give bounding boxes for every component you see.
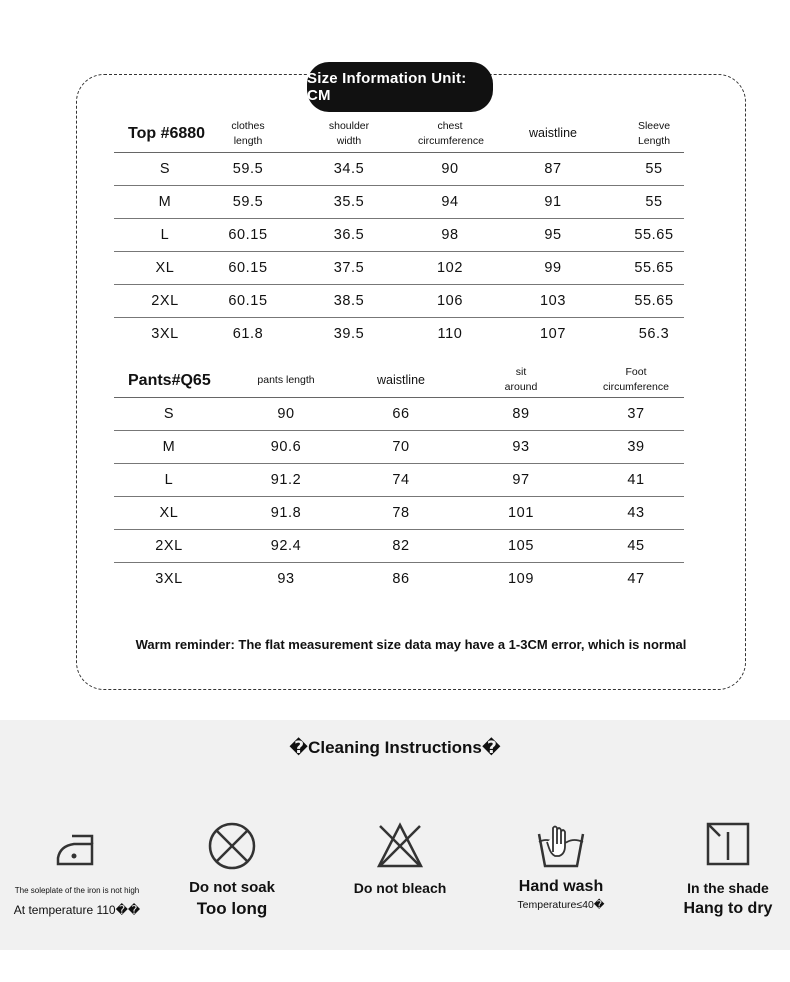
- table-cell: 95: [482, 218, 624, 251]
- table-cell: 39.5: [333, 325, 365, 342]
- column-header: sit around: [454, 364, 588, 397]
- table-cell: 90: [418, 152, 482, 185]
- size-cell: XL: [114, 251, 216, 284]
- size-cell: L: [114, 218, 216, 251]
- table-cell: 102: [418, 251, 482, 284]
- column-header: chest circumference: [418, 116, 482, 152]
- table-cell: 99: [482, 251, 624, 284]
- care-line2: At temperature 110��: [13, 903, 141, 917]
- size-cell: M: [114, 430, 224, 463]
- table-cell: 56.3: [638, 325, 670, 342]
- size-cell: S: [114, 397, 224, 430]
- pants-size-table: [114, 364, 684, 595]
- table-cell: 34.5: [280, 152, 418, 185]
- size-info-title: Size Information Unit: CM: [307, 62, 493, 112]
- table-cell: 105: [454, 529, 588, 562]
- column-header: shoulder width: [280, 116, 418, 152]
- top-size-table: [114, 116, 684, 350]
- size-cell: M: [114, 185, 216, 218]
- table-cell: 91: [482, 185, 624, 218]
- pants-table-label: Pants#Q65: [114, 364, 224, 397]
- table-cell: 70: [348, 430, 454, 463]
- table-cell: 47: [627, 570, 645, 587]
- column-header: clothes length: [216, 116, 280, 152]
- column-header: waistline: [348, 364, 454, 397]
- column-header: pants length: [224, 364, 348, 397]
- care-item-bleach: [348, 820, 452, 896]
- care-item-iron: [8, 820, 146, 917]
- table-cell: 60.15: [216, 251, 280, 284]
- top-table-label: Top #6880: [114, 116, 216, 152]
- table-cell: 110: [437, 325, 463, 342]
- table-cell: 36.5: [280, 218, 418, 251]
- size-cell: S: [114, 152, 216, 185]
- care-item-soak: [180, 820, 284, 919]
- care-line1: The soleplate of the iron is not high: [14, 886, 140, 895]
- table-cell: 94: [418, 185, 482, 218]
- table-cell: 55: [624, 185, 684, 218]
- dry-in-shade-icon: [704, 820, 752, 868]
- table-cell: 90.6: [224, 430, 348, 463]
- table-cell: 98: [418, 218, 482, 251]
- care-item-shade-dry: [676, 820, 780, 918]
- table-cell: 55.65: [624, 218, 684, 251]
- table-row: [114, 529, 684, 562]
- table-cell: 101: [454, 496, 588, 529]
- table-cell: 61.8: [232, 325, 264, 342]
- care-line1: Hand wash: [518, 878, 604, 895]
- cleaning-section: [0, 720, 790, 950]
- do-not-bleach-icon: [374, 820, 426, 872]
- care-item-handwash: [500, 820, 622, 911]
- table-cell: 97: [454, 463, 588, 496]
- table-row: [114, 562, 684, 595]
- table-cell: 45: [588, 529, 684, 562]
- table-cell: 55: [624, 152, 684, 185]
- table-cell: 93: [277, 570, 295, 587]
- table-cell: 109: [508, 570, 534, 587]
- table-cell: 93: [454, 430, 588, 463]
- size-cell: 3XL: [155, 570, 183, 587]
- hand-wash-icon: [535, 820, 587, 872]
- warm-reminder: Warm reminder: The flat measurement size data may have a 1-3CM error, which is normal: [135, 637, 687, 652]
- table-cell: 39: [588, 430, 684, 463]
- table-cell: 91.2: [224, 463, 348, 496]
- size-cell: 3XL: [151, 325, 179, 342]
- cleaning-title: �Cleaning Instructions�: [289, 738, 501, 757]
- table-cell: 91.8: [224, 496, 348, 529]
- table-cell: 90: [224, 397, 348, 430]
- table-cell: 103: [482, 284, 624, 317]
- size-cell: L: [114, 463, 224, 496]
- table-row: [114, 496, 684, 529]
- table-cell: 60.15: [216, 284, 280, 317]
- size-cell: XL: [114, 496, 224, 529]
- care-line1: Do not soak: [189, 879, 275, 896]
- table-cell: 41: [588, 463, 684, 496]
- table-cell: 55.65: [624, 251, 684, 284]
- table-cell: 43: [588, 496, 684, 529]
- care-line2: Temperature≤40�: [517, 899, 605, 911]
- table-row: [114, 251, 684, 284]
- size-cell: 2XL: [114, 529, 224, 562]
- table-cell: 38.5: [280, 284, 418, 317]
- iron-low-temp-icon: [52, 824, 102, 874]
- do-not-soak-icon: [206, 820, 258, 872]
- table-cell: 37.5: [280, 251, 418, 284]
- care-line1: Do not bleach: [353, 880, 447, 896]
- table-cell: 60.15: [216, 218, 280, 251]
- table-cell: 106: [418, 284, 482, 317]
- table-cell: 37: [588, 397, 684, 430]
- care-line2: Hang to dry: [683, 900, 773, 917]
- table-cell: 55.65: [624, 284, 684, 317]
- column-header: waistline: [482, 116, 624, 152]
- table-cell: 86: [392, 570, 410, 587]
- table-cell: 59.5: [216, 152, 280, 185]
- table-cell: 92.4: [224, 529, 348, 562]
- table-cell: 35.5: [280, 185, 418, 218]
- table-row: [114, 218, 684, 251]
- size-cell: 2XL: [114, 284, 216, 317]
- table-row: [114, 284, 684, 317]
- table-row: [114, 152, 684, 185]
- table-row: [114, 430, 684, 463]
- table-row: [114, 397, 684, 430]
- table-cell: 87: [482, 152, 624, 185]
- table-cell: 66: [348, 397, 454, 430]
- table-cell: 74: [348, 463, 454, 496]
- table-cell: 89: [454, 397, 588, 430]
- column-header: Foot circumference: [588, 364, 684, 397]
- table-cell: 107: [540, 325, 566, 342]
- table-row: [114, 185, 684, 218]
- care-line2: Too long: [196, 899, 268, 918]
- table-row: [114, 463, 684, 496]
- table-row: [114, 317, 684, 350]
- table-cell: 59.5: [216, 185, 280, 218]
- table-cell: 82: [348, 529, 454, 562]
- table-cell: 78: [348, 496, 454, 529]
- care-line1: In the shade: [687, 880, 769, 896]
- column-header: Sleeve Length: [624, 116, 684, 152]
